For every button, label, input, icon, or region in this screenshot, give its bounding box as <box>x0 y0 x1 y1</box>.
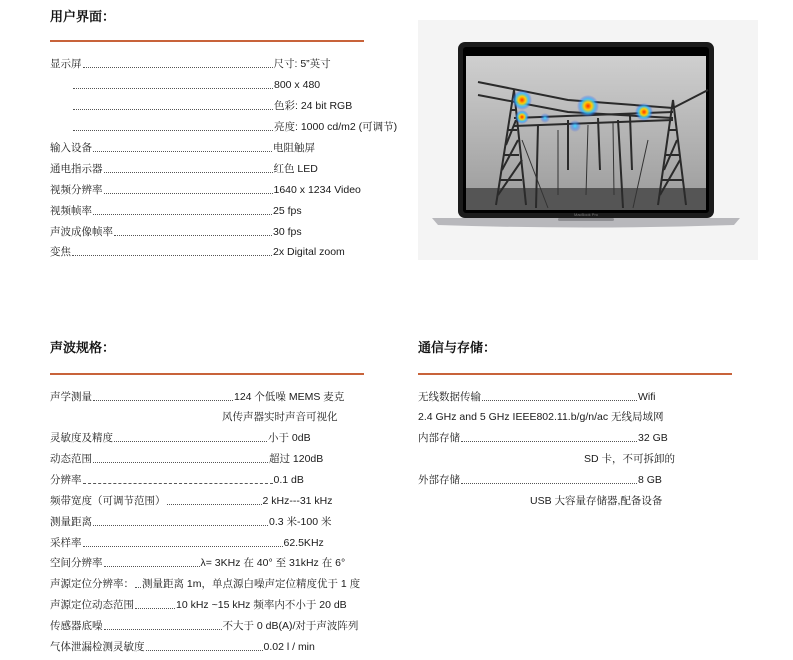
spec-label: 传感器底噪 <box>50 620 103 632</box>
dot-leader <box>83 546 283 547</box>
dot-leader <box>114 441 267 442</box>
dot-leader <box>72 255 272 256</box>
spec-value: 不大于 0 dB(A)/对于声波阵列 <box>222 620 359 632</box>
spec-value: 62.5KHz <box>283 537 324 549</box>
spec-value: SD 卡，不可拆卸的 <box>584 453 676 465</box>
spec-row <box>50 556 345 570</box>
dot-leader <box>135 608 175 609</box>
spec-row <box>50 183 361 197</box>
dot-leader <box>104 172 273 173</box>
spec-row <box>72 78 320 92</box>
spec-label: 测量距离 <box>50 516 92 528</box>
spec-label: 空间分辨率 <box>50 557 103 569</box>
spec-row <box>50 640 315 654</box>
dot-leader <box>73 109 273 110</box>
spec-value: 25 fps <box>273 205 302 217</box>
section-heading-acoustic: 声波规格： <box>50 340 116 355</box>
spec-value: 亮度: 1000 cd/m2 (可调节) <box>274 121 398 133</box>
spec-row <box>72 99 352 113</box>
spec-value: 测量距离 1m，单点源白噪声定位精度优于 1 度 <box>142 578 361 590</box>
spec-value: 0.1 dB <box>273 474 304 486</box>
spec-row <box>50 536 324 550</box>
spec-row <box>50 598 347 612</box>
dot-leader <box>83 483 273 484</box>
dot-leader <box>482 400 637 401</box>
spec-row <box>50 162 318 176</box>
spec-value: 2x Digital zoom <box>273 246 345 258</box>
dot-leader <box>135 587 141 588</box>
spec-label: 频带宽度（可调节范围） <box>50 495 166 507</box>
spec-row <box>50 57 331 71</box>
spec-row <box>50 494 333 508</box>
laptop-brand-label: MacBook Pro <box>573 212 599 217</box>
dot-leader <box>73 88 273 89</box>
laptop-illustration <box>418 20 758 260</box>
spec-label: 显示屏 <box>50 58 82 70</box>
spec-label: 采样率 <box>50 537 82 549</box>
spec-value: 超过 120dB <box>269 453 324 465</box>
dot-leader <box>83 67 273 68</box>
dot-leader <box>93 525 268 526</box>
spec-value: 尺寸: 5”英寸 <box>273 58 331 70</box>
spec-value: 小于 0dB <box>268 432 311 444</box>
section-rule-ui <box>50 40 364 42</box>
spec-label: 气体泄漏检测灵敏度 <box>50 641 145 653</box>
dot-leader <box>461 441 637 442</box>
spec-value: USB 大容量存储器,配备设备 <box>530 495 663 507</box>
spec-label: 分辨率 <box>50 474 82 486</box>
spec-row <box>50 452 323 466</box>
spec-label: 声源定位分辨率： <box>50 578 134 590</box>
spec-value: 32 GB <box>638 432 668 444</box>
spec-value: 0.02 l / min <box>263 641 315 653</box>
spec-label: 声源定位动态范围 <box>50 599 134 611</box>
dot-leader <box>104 629 222 630</box>
spec-value: Wifi <box>638 391 656 403</box>
spec-value: 8 GB <box>638 474 662 486</box>
spec-row <box>50 473 304 487</box>
dot-leader <box>93 151 272 152</box>
spec-value: 124 个低噪 MEMS 麦克 <box>234 391 345 403</box>
spec-value: 30 fps <box>273 226 302 238</box>
spec-label: 声学测量 <box>50 391 92 403</box>
dot-leader <box>114 235 272 236</box>
dot-leader <box>73 130 273 131</box>
spec-value: 10 kHz ~15 kHz 频率内不小于 20 dB <box>176 599 347 611</box>
spec-row <box>50 245 345 259</box>
laptop-image <box>418 20 758 260</box>
spec-label: 视频分辨率 <box>50 184 103 196</box>
spec-label: 动态范围 <box>50 453 92 465</box>
spec-label: 变焦 <box>50 246 71 258</box>
dot-leader <box>104 193 273 194</box>
spec-row <box>72 120 397 134</box>
spec-label: 视频帧率 <box>50 205 92 217</box>
section-heading-comm: 通信与存储： <box>418 340 497 355</box>
dot-leader <box>104 566 200 567</box>
spec-value: 风传声器实时声音可视化 <box>222 411 338 423</box>
spec-label: 输入设备 <box>50 142 92 154</box>
spec-row <box>50 515 331 529</box>
dot-leader <box>93 400 233 401</box>
spec-label: 声波成像帧率 <box>50 226 113 238</box>
spec-row <box>50 390 344 404</box>
spec-row <box>50 141 315 155</box>
section-rule-acoustic <box>50 373 364 375</box>
dot-leader <box>93 214 272 215</box>
spec-row <box>418 431 668 445</box>
spec-value: 电阻触屏 <box>273 142 315 154</box>
spec-label: 外部存储 <box>418 474 460 486</box>
spec-row <box>50 225 302 239</box>
spec-value: 红色 LED <box>273 163 318 175</box>
spec-value: 800 x 480 <box>274 79 321 91</box>
dot-leader <box>146 650 263 651</box>
spec-row <box>418 473 662 487</box>
spec-row <box>418 390 656 404</box>
spec-row <box>50 619 358 633</box>
spec-value: 0.3 米-100 米 <box>269 516 332 528</box>
section-heading-ui: 用户界面： <box>50 9 116 24</box>
dot-leader <box>461 483 637 484</box>
spec-row <box>50 577 360 591</box>
spec-label: 无线数据传输 <box>418 391 481 403</box>
dot-leader <box>93 462 268 463</box>
spec-value: λ= 3KHz 在 40° 至 31kHz 在 6° <box>200 557 346 569</box>
spec-row <box>50 204 302 218</box>
dot-leader <box>167 504 262 505</box>
spec-row <box>50 431 311 445</box>
section-rule-comm <box>418 373 732 375</box>
spec-value: 2 kHz---31 kHz <box>262 495 333 507</box>
spec-label: 2.4 GHz and 5 GHz IEEE802.11.b/g/n/ac 无线局域网 <box>418 411 664 423</box>
spec-label: 灵敏度及精度 <box>50 432 113 444</box>
spec-label: 通电指示器 <box>50 163 103 175</box>
spec-value: 色彩: 24 bit RGB <box>274 100 353 112</box>
spec-value: 1640 x 1234 Video <box>273 184 361 196</box>
spec-label: 内部存储 <box>418 432 460 444</box>
